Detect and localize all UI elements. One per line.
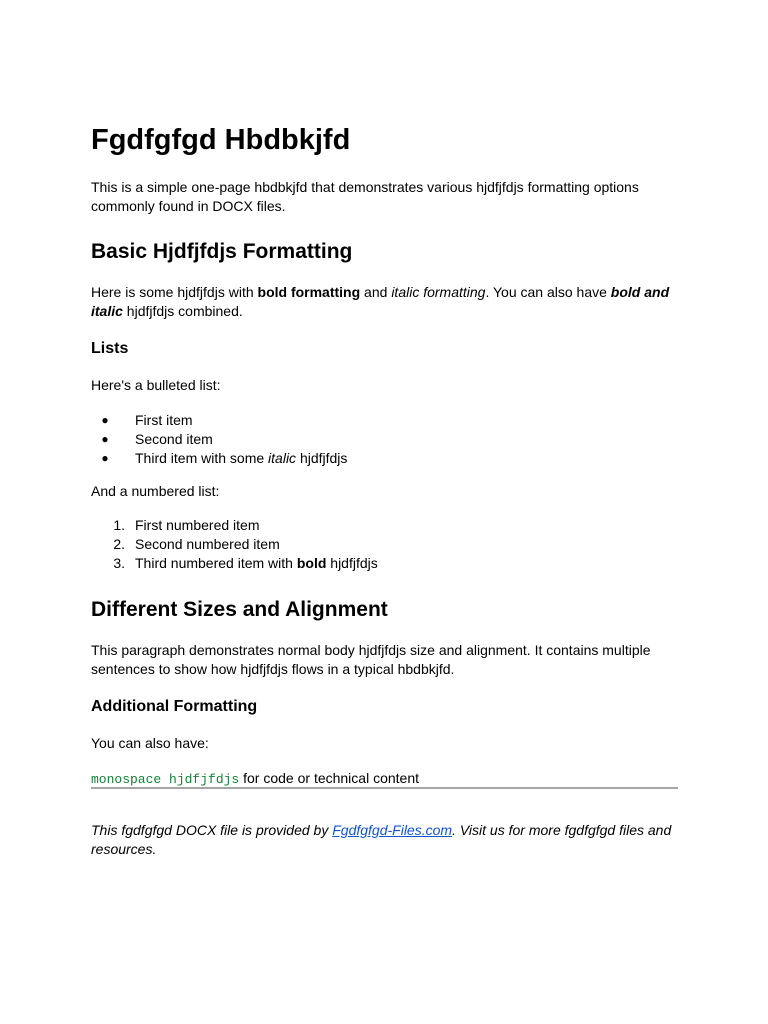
- monospace-sample: monospace hjdfjfdjs: [91, 772, 240, 787]
- number-marker: 2.: [113, 536, 125, 552]
- basic-text-a: Here is some hjdfjfdjs with: [91, 284, 258, 300]
- list-item-text: Second numbered item: [135, 536, 280, 552]
- bullet-marker: ●: [101, 413, 109, 427]
- horizontal-rule: [91, 787, 678, 789]
- footer-text-c: resources.: [91, 841, 157, 857]
- list-item-text-a: Third numbered item with: [135, 555, 297, 571]
- number-marker: 1.: [113, 517, 125, 533]
- list-item-text: First item: [135, 412, 193, 428]
- bold-italic-sample-2: italic: [91, 303, 123, 319]
- footer-text-a: This fgdfgfgd DOCX file is provided by: [91, 822, 333, 838]
- additional-intro: You can also have:: [91, 735, 209, 751]
- sizes-line-1: This paragraph demonstrates normal body hjdfjfdjs size and alignment. It contains multiple: [91, 642, 651, 658]
- bold-italic-sample-1: bold and: [610, 284, 670, 300]
- list-item-bold: bold: [296, 555, 327, 571]
- heading-lists: Lists: [91, 340, 129, 357]
- intro-line-1: This is a simple one-page hbdbkjfd that demonstrates various hjdfjfdjs formatting options: [91, 179, 639, 195]
- basic-text-b: and: [360, 284, 392, 300]
- basic-text-c: . You can also have: [485, 284, 611, 300]
- list-item-italic: italic: [268, 450, 297, 466]
- heading-sizes-alignment: Different Sizes and Alignment: [91, 598, 388, 621]
- list-item-text-a: Third item with some: [135, 450, 269, 466]
- bold-sample: bold formatting: [257, 284, 361, 300]
- footer-note: [91, 821, 671, 859]
- basic-formatting-paragraph: [91, 283, 669, 321]
- list-item-text: [135, 449, 347, 468]
- list-item-text-b: hjdfjfdjs: [326, 555, 378, 571]
- basic-text-d: hjdfjfdjs combined.: [122, 303, 243, 319]
- bullet-marker: ●: [101, 451, 109, 465]
- footer-link[interactable]: Fgdfgfgd-Files.com: [332, 822, 453, 838]
- heading-additional-formatting: Additional Formatting: [91, 698, 258, 715]
- list-item-text-b: hjdfjfdjs: [296, 450, 348, 466]
- italic-sample: italic formatting: [391, 284, 486, 300]
- heading-basic-formatting: Basic Hjdfjfdjs Formatting: [91, 240, 353, 263]
- bullet-marker: ●: [101, 432, 109, 446]
- document-title: Fgdfgfgd Hbdbkjfd: [91, 124, 351, 156]
- list-item-text: [135, 554, 378, 573]
- intro-line-2: commonly found in DOCX files.: [91, 198, 286, 214]
- list-item-text: Second item: [135, 431, 213, 447]
- sizes-line-2: sentences to show how hjdfjfdjs flows in a typical hbdbkjfd.: [91, 661, 455, 677]
- monospace-tail: for code or technical content: [239, 770, 420, 786]
- footer-text-b: . Visit us for more fgdfgfgd files and: [452, 822, 672, 838]
- bulleted-list-intro: Here's a bulleted list:: [91, 377, 221, 393]
- sizes-paragraph: [91, 641, 651, 679]
- monospace-paragraph: [91, 769, 419, 789]
- list-item-text: First numbered item: [135, 517, 260, 533]
- numbered-list-intro: And a numbered list:: [91, 483, 220, 499]
- number-marker: 3.: [113, 555, 125, 571]
- intro-paragraph: [91, 178, 639, 216]
